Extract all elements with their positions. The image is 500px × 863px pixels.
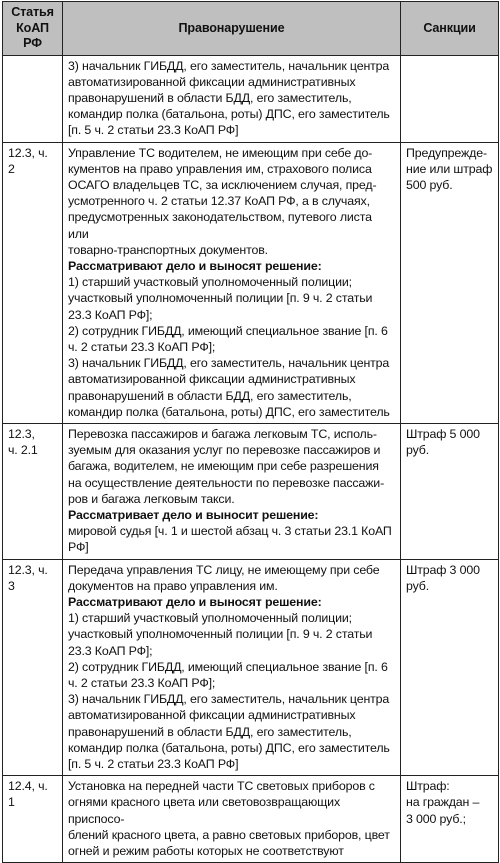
violation-cell	[63, 142, 401, 423]
text-line: огней и режим работы которых не соответствуют	[68, 844, 344, 859]
decision-heading: Рассматривают дело и выносят решение:	[68, 595, 322, 609]
decision-heading: Рассматривает дело и выносит решение:	[68, 507, 319, 522]
text-line: ч. 2 статьи 23.3 КоАП РФ];	[68, 676, 216, 691]
text-line: на граждан –	[406, 795, 480, 810]
table-row	[3, 559, 499, 776]
text-line: руб.	[406, 578, 430, 593]
text-line: багажа, водителем, не имеющим при себе разрешения	[68, 459, 379, 474]
article-cell	[3, 559, 63, 776]
text-line: автоматизированной фиксации административных	[68, 74, 356, 89]
text-line: Штраф 5 000	[406, 426, 480, 441]
article-number: 12.4, ч. 1	[8, 779, 48, 810]
text-line: Установка на передней части ТС световых приборов с	[68, 779, 375, 794]
article-cell	[3, 776, 63, 863]
sanction-cell	[401, 776, 499, 863]
text-line: 2) сотрудник ГИБДД, имеющий специальное звание [п. 6	[68, 323, 388, 338]
text-line: 2) сотрудник ГИБДД, имеющий специальное звание [п. 6	[68, 659, 388, 674]
text-line: правонарушений в области БДД, его заместитель,	[68, 388, 352, 403]
sanction-cell	[401, 423, 499, 559]
text-line: ние или штраф	[406, 161, 493, 176]
text-line: правонарушений в области БДД, его заместитель,	[68, 90, 352, 105]
text-line: предусмотренных законодательством, путевого листа или	[68, 210, 372, 241]
text-line: 500 руб.	[406, 177, 453, 192]
text-line: Штраф:	[406, 779, 450, 794]
table-row	[3, 142, 499, 423]
text-line: участковый уполномоченный полиции [п. 9 ч. 2 статьи	[68, 627, 373, 642]
text-line: 3) начальник ГИБДД, его заместитель, начальник центра	[68, 356, 390, 371]
table-row	[3, 776, 499, 863]
text-line: [п. 5 ч. 2 статьи 23.3 КоАП РФ]	[68, 757, 239, 772]
text-line: 1) старший участковый уполномоченный полиции;	[68, 611, 352, 626]
text-line: [п. 5 ч. 2 статьи 23.3 КоАП РФ]	[68, 123, 239, 138]
header-article: Статья КоАП РФ	[3, 2, 63, 56]
text-line: командир полка (батальона, роты) ДПС, его заместитель	[68, 740, 390, 755]
violation-cell	[63, 55, 401, 142]
table-row	[3, 55, 499, 142]
text-line: 1) старший участковый уполномоченный полиции;	[68, 275, 352, 290]
text-line: кументов на право управления им, страхового полиса	[68, 161, 372, 176]
article-cell	[3, 423, 63, 559]
text-line: ров и багажа легковым такси.	[68, 491, 235, 506]
text-line: Передача управления ТС лицу, не имеющему при себе	[68, 562, 380, 577]
text-line: автоматизированной фиксации административных	[68, 708, 356, 723]
article-number: ч. 2.1	[8, 443, 38, 458]
text-line: мировой судья [ч. 1 и шестой абзац ч. 3 статьи 23.1 КоАП РФ]	[68, 524, 392, 555]
decision-heading: Рассматривают дело и выносят решение:	[68, 258, 322, 273]
text-line: руб.	[406, 443, 430, 458]
text-line: командир полка (батальона, роты) ДПС, его заместитель	[68, 107, 390, 122]
table-header-row	[3, 2, 499, 56]
offense-table	[2, 1, 499, 863]
violation-cell	[63, 423, 401, 559]
header-violation: Правонарушение	[63, 2, 401, 56]
article-number: 12.3, ч. 3	[8, 562, 48, 593]
text-line: 23.3 КоАП РФ];	[68, 643, 153, 658]
article-cell	[3, 142, 63, 423]
text-line: огнями красного цвета или световозвращающих приспосо-	[68, 795, 340, 826]
text-line: товарно-транспортных документов.	[68, 242, 268, 257]
table-row	[3, 423, 499, 559]
text-line: Штраф 3 000	[406, 562, 480, 577]
sanction-cell	[401, 559, 499, 776]
text-line: на осуществление деятельности по перевозке пассажи-	[68, 475, 385, 490]
text-line: усмотренного ч. 2 статьи 12.37 КоАП РФ, а в случаях,	[68, 194, 370, 209]
text-line: Управление ТС водителем, не имеющим при себе до-	[68, 145, 373, 160]
text-line: 23.3 КоАП РФ];	[68, 307, 153, 322]
article-cell	[3, 55, 63, 142]
text-line: зуемым для оказания услуг по перевозке пассажиров и	[68, 443, 381, 458]
text-line: 3 000 руб.;	[406, 811, 466, 826]
text-line: блений красного цвета, а равно световых приборов, цвет	[68, 827, 390, 842]
text-line: Предупрежде-	[406, 145, 487, 160]
sanction-cell	[401, 142, 499, 423]
text-line: участковый уполномоченный полиции [п. 9 ч. 2 статьи	[68, 291, 373, 306]
text-line: ч. 2 статьи 23.3 КоАП РФ];	[68, 339, 216, 354]
article-number: 12.3, ч. 2	[8, 145, 48, 176]
text-line: документов на право управления им.	[68, 578, 278, 593]
text-line: командир полка (батальона, роты) ДПС, его заместитель	[68, 404, 390, 419]
document-page	[2, 1, 498, 859]
text-line: правонарушений в области БДД, его заместитель,	[68, 724, 352, 739]
sanction-cell	[401, 55, 499, 142]
text-line: 3) начальник ГИБДД, его заместитель, начальник центра	[68, 58, 390, 73]
violation-cell	[63, 776, 401, 863]
violation-cell	[63, 559, 401, 776]
text-line: автоматизированной фиксации административных	[68, 372, 356, 387]
text-line: 3) начальник ГИБДД, его заместитель, начальник центра	[68, 692, 390, 707]
article-number: 12.3,	[8, 426, 35, 441]
header-sanctions: Санкции	[401, 2, 499, 56]
text-line: ОСАГО владельцев ТС, за исключением случая, пред-	[68, 177, 377, 192]
text-line: Перевозка пассажиров и багажа легковым ТС, исполь-	[68, 426, 377, 441]
